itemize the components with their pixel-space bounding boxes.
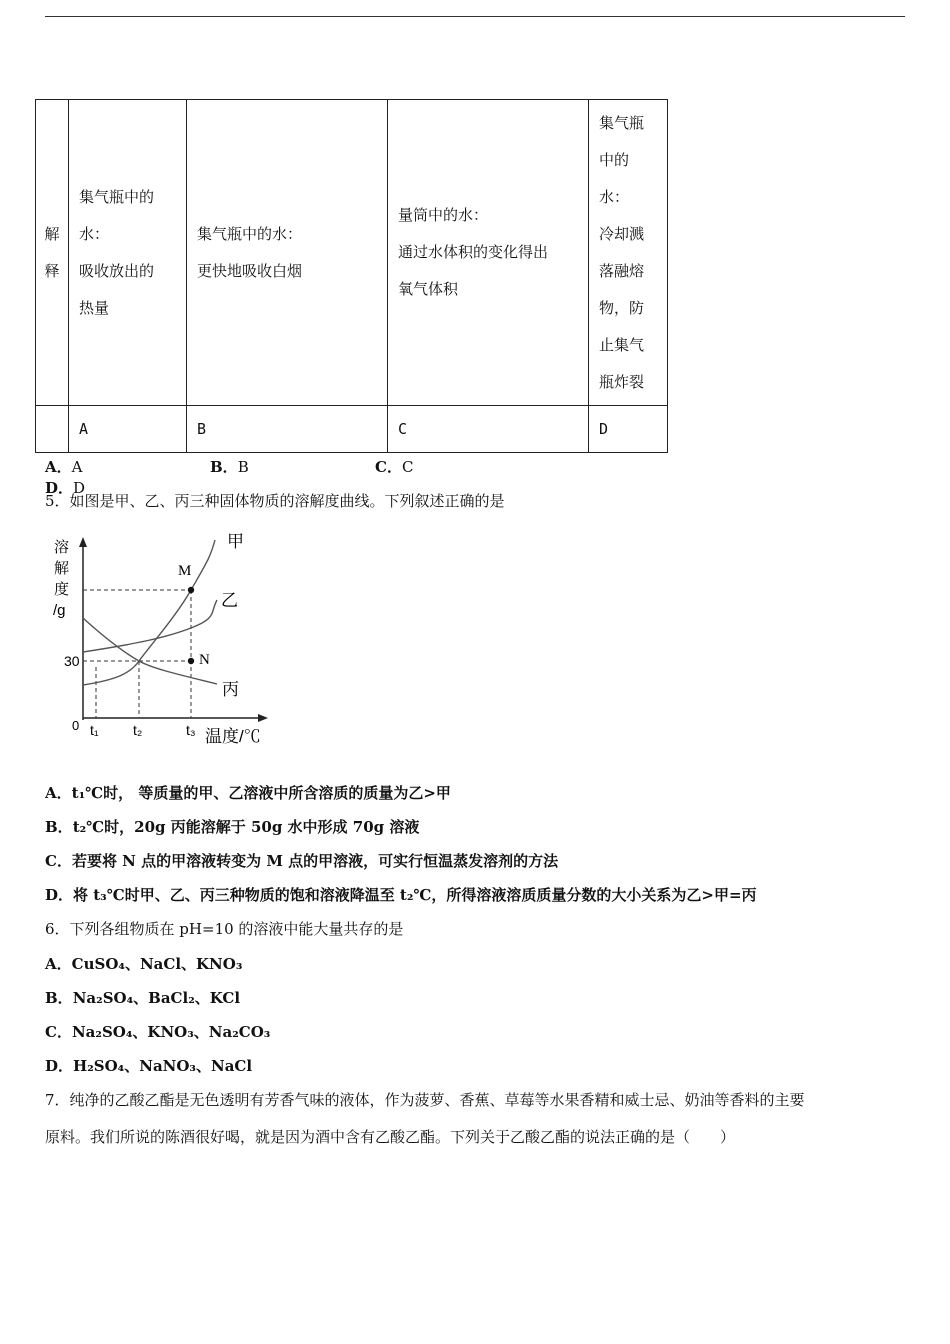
y-label-char: /g xyxy=(53,602,66,619)
q4-option-a: A．A xyxy=(45,458,83,476)
row-header-explanation: 解 释 xyxy=(36,100,69,406)
label-a: A xyxy=(69,406,187,453)
y-label-char: 度 xyxy=(54,581,70,598)
cell-a-explanation: 集气瓶中的 水： 吸收放出的 热量 xyxy=(69,100,187,406)
point-m-label: M xyxy=(178,563,192,579)
y-axis-label xyxy=(53,539,69,619)
q6-option-a: A．CuSO₄、NaCl、KNO₃ xyxy=(45,955,243,973)
q5-option-a: A．t₁℃时， 等质量的甲、乙溶液中所含溶质的质量为乙>甲 xyxy=(45,784,451,802)
point-m xyxy=(188,587,194,593)
q4-option-c: C．C xyxy=(375,458,414,476)
x-axis-arrow xyxy=(258,714,268,722)
y-label-char: 解 xyxy=(54,560,70,577)
q4-option-d: D．D xyxy=(45,479,86,497)
cell-c-explanation: 量筒中的水： 通过水体积的变化得出 氧气体积 xyxy=(388,100,589,406)
q5-option-c: C．若要将 N 点的甲溶液转变为 M 点的甲溶液，可实行恒温蒸发溶剂的方法 xyxy=(45,852,559,870)
solubility-chart xyxy=(45,528,285,753)
y-label-char: 溶 xyxy=(54,539,70,556)
y-axis-arrow xyxy=(79,537,87,547)
x-tick-t3: t₃ xyxy=(186,722,196,738)
label-d: D xyxy=(589,406,668,453)
q5-stem: 5．如图是甲、乙、丙三种固体物质的溶解度曲线。下列叙述正确的是 xyxy=(45,492,505,510)
label-b: B xyxy=(187,406,388,453)
series-jia-label: 甲 xyxy=(227,532,244,551)
curve-yi xyxy=(83,600,217,652)
origin-label: 0 xyxy=(72,718,80,733)
cell-d-explanation: 集气瓶 中的 水： 冷却溅 落融熔 物，防 止集气 瓶炸裂 xyxy=(589,100,668,406)
point-n xyxy=(188,658,194,664)
explanation-table xyxy=(35,99,668,453)
q7-stem-line1: 7．纯净的乙酸乙酯是无色透明有芳香气味的液体，作为菠萝、香蕉、草莓等水果香精和威士忌、奶油等香料的主要 xyxy=(45,1091,805,1109)
series-bing-label: 丙 xyxy=(222,680,239,699)
curve-bing xyxy=(83,618,217,684)
guide-lines xyxy=(83,590,191,718)
series-yi-label: 乙 xyxy=(221,591,238,610)
q6-option-c: C．Na₂SO₄、KNO₃、Na₂CO₃ xyxy=(45,1023,271,1041)
q7-stem-line2: 原料。我们所说的陈酒很好喝，就是因为酒中含有乙酸乙酯。下列关于乙酸乙酯的说法正确的是（ ） xyxy=(45,1128,736,1146)
x-tick-t1: t₁ xyxy=(90,722,99,738)
y-tick-30: 30 xyxy=(64,653,80,669)
label-c: C xyxy=(388,406,589,453)
q5-option-d: D．将 t₃℃时甲、乙、丙三种物质的饱和溶液降温至 t₂℃，所得溶液溶质质量分数的大小关系为乙>甲=丙 xyxy=(45,886,757,904)
curve-jia xyxy=(83,540,215,685)
x-axis-label: 温度/℃ xyxy=(205,727,261,746)
x-tick-t2: t₂ xyxy=(133,722,143,738)
q4-option-b: B．B xyxy=(210,458,249,476)
cell-b-explanation: 集气瓶中的水： 更快地吸收白烟 xyxy=(187,100,388,406)
empty-cell xyxy=(36,406,69,453)
q5-option-b: B．t₂℃时，20g 丙能溶解于 50g 水中形成 70g 溶液 xyxy=(45,818,420,836)
q6-option-d: D．H₂SO₄、NaNO₃、NaCl xyxy=(45,1057,253,1075)
point-n-label: N xyxy=(199,652,210,668)
q6-stem: 6．下列各组物质在 pH=10 的溶液中能大量共存的是 xyxy=(45,920,404,938)
q6-option-b: B．Na₂SO₄、BaCl₂、KCl xyxy=(45,989,241,1007)
header-rule xyxy=(45,16,905,17)
